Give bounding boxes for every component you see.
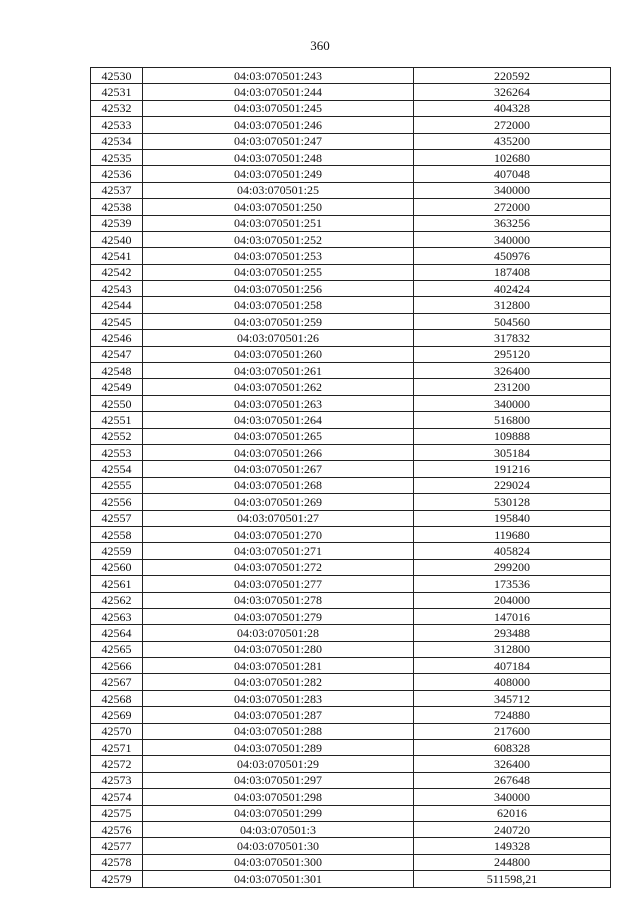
table-row xyxy=(91,690,611,706)
cadastral-value-cell: 317832 xyxy=(414,330,611,346)
cadastral-value-cell: 608328 xyxy=(414,740,611,756)
cadastral-number-cell: 04:03:070501:265 xyxy=(143,428,414,444)
cadastral-value-cell: 244800 xyxy=(414,854,611,870)
cadastral-number-cell: 04:03:070501:300 xyxy=(143,854,414,870)
cadastral-value-cell: 299200 xyxy=(414,559,611,575)
table-row xyxy=(91,608,611,624)
row-number-cell: 42544 xyxy=(91,297,143,313)
row-number-cell: 42536 xyxy=(91,166,143,182)
row-number-cell: 42566 xyxy=(91,658,143,674)
cadastral-value-cell: 511598,21 xyxy=(414,871,611,887)
table-row xyxy=(91,871,611,887)
row-number-cell: 42557 xyxy=(91,510,143,526)
table-row xyxy=(91,264,611,280)
cadastral-number-cell: 04:03:070501:263 xyxy=(143,395,414,411)
cadastral-value-table xyxy=(90,67,611,888)
table-row xyxy=(91,363,611,379)
table-row xyxy=(91,428,611,444)
table-row xyxy=(91,772,611,788)
cadastral-value-cell: 402424 xyxy=(414,281,611,297)
cadastral-value-cell: 407048 xyxy=(414,166,611,182)
row-number-cell: 42561 xyxy=(91,576,143,592)
cadastral-number-cell: 04:03:070501:299 xyxy=(143,805,414,821)
cadastral-number-cell: 04:03:070501:270 xyxy=(143,526,414,542)
cadastral-value-cell: 217600 xyxy=(414,723,611,739)
table-row xyxy=(91,133,611,149)
cadastral-value-cell: 340000 xyxy=(414,395,611,411)
cadastral-number-cell: 04:03:070501:297 xyxy=(143,772,414,788)
cadastral-number-cell: 04:03:070501:279 xyxy=(143,608,414,624)
cadastral-value-cell: 435200 xyxy=(414,133,611,149)
row-number-cell: 42546 xyxy=(91,330,143,346)
table-row xyxy=(91,231,611,247)
cadastral-number-cell: 04:03:070501:280 xyxy=(143,641,414,657)
row-number-cell: 42576 xyxy=(91,821,143,837)
row-number-cell: 42567 xyxy=(91,674,143,690)
cadastral-number-cell: 04:03:070501:255 xyxy=(143,264,414,280)
row-number-cell: 42575 xyxy=(91,805,143,821)
row-number-cell: 42577 xyxy=(91,838,143,854)
cadastral-value-cell: 102680 xyxy=(414,149,611,165)
table-row xyxy=(91,707,611,723)
row-number-cell: 42573 xyxy=(91,772,143,788)
table-row xyxy=(91,543,611,559)
table-row xyxy=(91,674,611,690)
row-number-cell: 42539 xyxy=(91,215,143,231)
row-number-cell: 42534 xyxy=(91,133,143,149)
cadastral-value-cell: 173536 xyxy=(414,576,611,592)
cadastral-number-cell: 04:03:070501:27 xyxy=(143,510,414,526)
cadastral-number-cell: 04:03:070501:3 xyxy=(143,821,414,837)
cadastral-value-cell: 62016 xyxy=(414,805,611,821)
cadastral-number-cell: 04:03:070501:29 xyxy=(143,756,414,772)
cadastral-value-cell: 404328 xyxy=(414,100,611,116)
cadastral-number-cell: 04:03:070501:249 xyxy=(143,166,414,182)
cadastral-number-cell: 04:03:070501:277 xyxy=(143,576,414,592)
cadastral-number-cell: 04:03:070501:256 xyxy=(143,281,414,297)
table-row xyxy=(91,658,611,674)
table-row xyxy=(91,346,611,362)
cadastral-number-cell: 04:03:070501:283 xyxy=(143,690,414,706)
row-number-cell: 42542 xyxy=(91,264,143,280)
table-row xyxy=(91,494,611,510)
row-number-cell: 42556 xyxy=(91,494,143,510)
cadastral-value-cell: 305184 xyxy=(414,444,611,460)
cadastral-value-cell: 504560 xyxy=(414,313,611,329)
cadastral-value-cell: 220592 xyxy=(414,68,611,84)
cadastral-number-cell: 04:03:070501:259 xyxy=(143,313,414,329)
cadastral-value-cell: 272000 xyxy=(414,117,611,133)
row-number-cell: 42564 xyxy=(91,625,143,641)
row-number-cell: 42571 xyxy=(91,740,143,756)
table-row xyxy=(91,461,611,477)
row-number-cell: 42578 xyxy=(91,854,143,870)
cadastral-number-cell: 04:03:070501:269 xyxy=(143,494,414,510)
page-number: 360 xyxy=(310,38,330,53)
cadastral-number-cell: 04:03:070501:251 xyxy=(143,215,414,231)
table-row xyxy=(91,641,611,657)
row-number-cell: 42569 xyxy=(91,707,143,723)
table-row xyxy=(91,100,611,116)
cadastral-value-cell: 345712 xyxy=(414,690,611,706)
cadastral-value-cell: 231200 xyxy=(414,379,611,395)
cadastral-value-cell: 195840 xyxy=(414,510,611,526)
cadastral-value-cell: 240720 xyxy=(414,821,611,837)
row-number-cell: 42574 xyxy=(91,789,143,805)
cadastral-value-cell: 272000 xyxy=(414,199,611,215)
row-number-cell: 42538 xyxy=(91,199,143,215)
cadastral-value-cell: 340000 xyxy=(414,789,611,805)
table-row xyxy=(91,805,611,821)
cadastral-value-cell: 363256 xyxy=(414,215,611,231)
row-number-cell: 42535 xyxy=(91,149,143,165)
table-row xyxy=(91,395,611,411)
cadastral-number-cell: 04:03:070501:28 xyxy=(143,625,414,641)
cadastral-value-cell: 450976 xyxy=(414,248,611,264)
cadastral-number-cell: 04:03:070501:260 xyxy=(143,346,414,362)
cadastral-number-cell: 04:03:070501:26 xyxy=(143,330,414,346)
cadastral-value-cell: 312800 xyxy=(414,297,611,313)
cadastral-number-cell: 04:03:070501:30 xyxy=(143,838,414,854)
table-row xyxy=(91,182,611,198)
row-number-cell: 42531 xyxy=(91,84,143,100)
row-number-cell: 42565 xyxy=(91,641,143,657)
table-row xyxy=(91,740,611,756)
cadastral-value-cell: 149328 xyxy=(414,838,611,854)
cadastral-value-cell: 147016 xyxy=(414,608,611,624)
row-number-cell: 42541 xyxy=(91,248,143,264)
cadastral-number-cell: 04:03:070501:289 xyxy=(143,740,414,756)
cadastral-value-cell: 312800 xyxy=(414,641,611,657)
table-row xyxy=(91,838,611,854)
cadastral-number-cell: 04:03:070501:298 xyxy=(143,789,414,805)
cadastral-value-cell: 295120 xyxy=(414,346,611,362)
cadastral-number-cell: 04:03:070501:267 xyxy=(143,461,414,477)
cadastral-value-cell: 516800 xyxy=(414,412,611,428)
cadastral-value-cell: 187408 xyxy=(414,264,611,280)
cadastral-value-cell: 191216 xyxy=(414,461,611,477)
cadastral-value-cell: 204000 xyxy=(414,592,611,608)
cadastral-value-cell: 109888 xyxy=(414,428,611,444)
row-number-cell: 42543 xyxy=(91,281,143,297)
table-row xyxy=(91,821,611,837)
cadastral-number-cell: 04:03:070501:258 xyxy=(143,297,414,313)
row-number-cell: 42560 xyxy=(91,559,143,575)
cadastral-value-cell: 326400 xyxy=(414,363,611,379)
row-number-cell: 42548 xyxy=(91,363,143,379)
row-number-cell: 42545 xyxy=(91,313,143,329)
row-number-cell: 42572 xyxy=(91,756,143,772)
row-number-cell: 42547 xyxy=(91,346,143,362)
cadastral-value-cell: 326400 xyxy=(414,756,611,772)
cadastral-number-cell: 04:03:070501:250 xyxy=(143,199,414,215)
cadastral-value-cell: 293488 xyxy=(414,625,611,641)
row-number-cell: 42562 xyxy=(91,592,143,608)
cadastral-number-cell: 04:03:070501:248 xyxy=(143,149,414,165)
table-row xyxy=(91,166,611,182)
table-row xyxy=(91,117,611,133)
table-body xyxy=(91,68,611,888)
table-row xyxy=(91,215,611,231)
table-row xyxy=(91,576,611,592)
row-number-cell: 42550 xyxy=(91,395,143,411)
cadastral-value-cell: 119680 xyxy=(414,526,611,542)
table-row xyxy=(91,68,611,84)
cadastral-value-cell: 340000 xyxy=(414,231,611,247)
cadastral-value-cell: 407184 xyxy=(414,658,611,674)
cadastral-number-cell: 04:03:070501:261 xyxy=(143,363,414,379)
cadastral-number-cell: 04:03:070501:25 xyxy=(143,182,414,198)
row-number-cell: 42559 xyxy=(91,543,143,559)
table-row xyxy=(91,756,611,772)
cadastral-value-cell: 405824 xyxy=(414,543,611,559)
table-row xyxy=(91,330,611,346)
table-row xyxy=(91,625,611,641)
cadastral-number-cell: 04:03:070501:245 xyxy=(143,100,414,116)
row-number-cell: 42530 xyxy=(91,68,143,84)
table-row xyxy=(91,510,611,526)
row-number-cell: 42551 xyxy=(91,412,143,428)
cadastral-number-cell: 04:03:070501:301 xyxy=(143,871,414,887)
row-number-cell: 42553 xyxy=(91,444,143,460)
cadastral-number-cell: 04:03:070501:278 xyxy=(143,592,414,608)
table-row xyxy=(91,281,611,297)
table-row xyxy=(91,444,611,460)
cadastral-number-cell: 04:03:070501:262 xyxy=(143,379,414,395)
row-number-cell: 42540 xyxy=(91,231,143,247)
row-number-cell: 42533 xyxy=(91,117,143,133)
row-number-cell: 42563 xyxy=(91,608,143,624)
row-number-cell: 42568 xyxy=(91,690,143,706)
table-row xyxy=(91,248,611,264)
cadastral-number-cell: 04:03:070501:264 xyxy=(143,412,414,428)
row-number-cell: 42537 xyxy=(91,182,143,198)
table-row xyxy=(91,526,611,542)
table-row xyxy=(91,789,611,805)
cadastral-number-cell: 04:03:070501:282 xyxy=(143,674,414,690)
cadastral-value-cell: 267648 xyxy=(414,772,611,788)
row-number-cell: 42549 xyxy=(91,379,143,395)
table-row xyxy=(91,477,611,493)
table-row xyxy=(91,592,611,608)
cadastral-number-cell: 04:03:070501:253 xyxy=(143,248,414,264)
cadastral-number-cell: 04:03:070501:246 xyxy=(143,117,414,133)
table-row xyxy=(91,559,611,575)
table-row xyxy=(91,149,611,165)
table-row xyxy=(91,854,611,870)
cadastral-number-cell: 04:03:070501:287 xyxy=(143,707,414,723)
cadastral-number-cell: 04:03:070501:271 xyxy=(143,543,414,559)
cadastral-number-cell: 04:03:070501:272 xyxy=(143,559,414,575)
cadastral-number-cell: 04:03:070501:268 xyxy=(143,477,414,493)
cadastral-value-cell: 408000 xyxy=(414,674,611,690)
cadastral-number-cell: 04:03:070501:252 xyxy=(143,231,414,247)
cadastral-number-cell: 04:03:070501:243 xyxy=(143,68,414,84)
table-row xyxy=(91,412,611,428)
table-row xyxy=(91,84,611,100)
cadastral-value-cell: 229024 xyxy=(414,477,611,493)
cadastral-value-cell: 340000 xyxy=(414,182,611,198)
row-number-cell: 42555 xyxy=(91,477,143,493)
cadastral-number-cell: 04:03:070501:281 xyxy=(143,658,414,674)
table-row xyxy=(91,379,611,395)
table-row xyxy=(91,199,611,215)
row-number-cell: 42570 xyxy=(91,723,143,739)
table-row xyxy=(91,723,611,739)
cadastral-value-cell: 326264 xyxy=(414,84,611,100)
row-number-cell: 42554 xyxy=(91,461,143,477)
cadastral-number-cell: 04:03:070501:244 xyxy=(143,84,414,100)
row-number-cell: 42558 xyxy=(91,526,143,542)
row-number-cell: 42532 xyxy=(91,100,143,116)
cadastral-value-cell: 724880 xyxy=(414,707,611,723)
cadastral-number-cell: 04:03:070501:247 xyxy=(143,133,414,149)
table-row xyxy=(91,313,611,329)
table-row xyxy=(91,297,611,313)
row-number-cell: 42579 xyxy=(91,871,143,887)
cadastral-value-cell: 530128 xyxy=(414,494,611,510)
cadastral-number-cell: 04:03:070501:288 xyxy=(143,723,414,739)
row-number-cell: 42552 xyxy=(91,428,143,444)
cadastral-number-cell: 04:03:070501:266 xyxy=(143,444,414,460)
